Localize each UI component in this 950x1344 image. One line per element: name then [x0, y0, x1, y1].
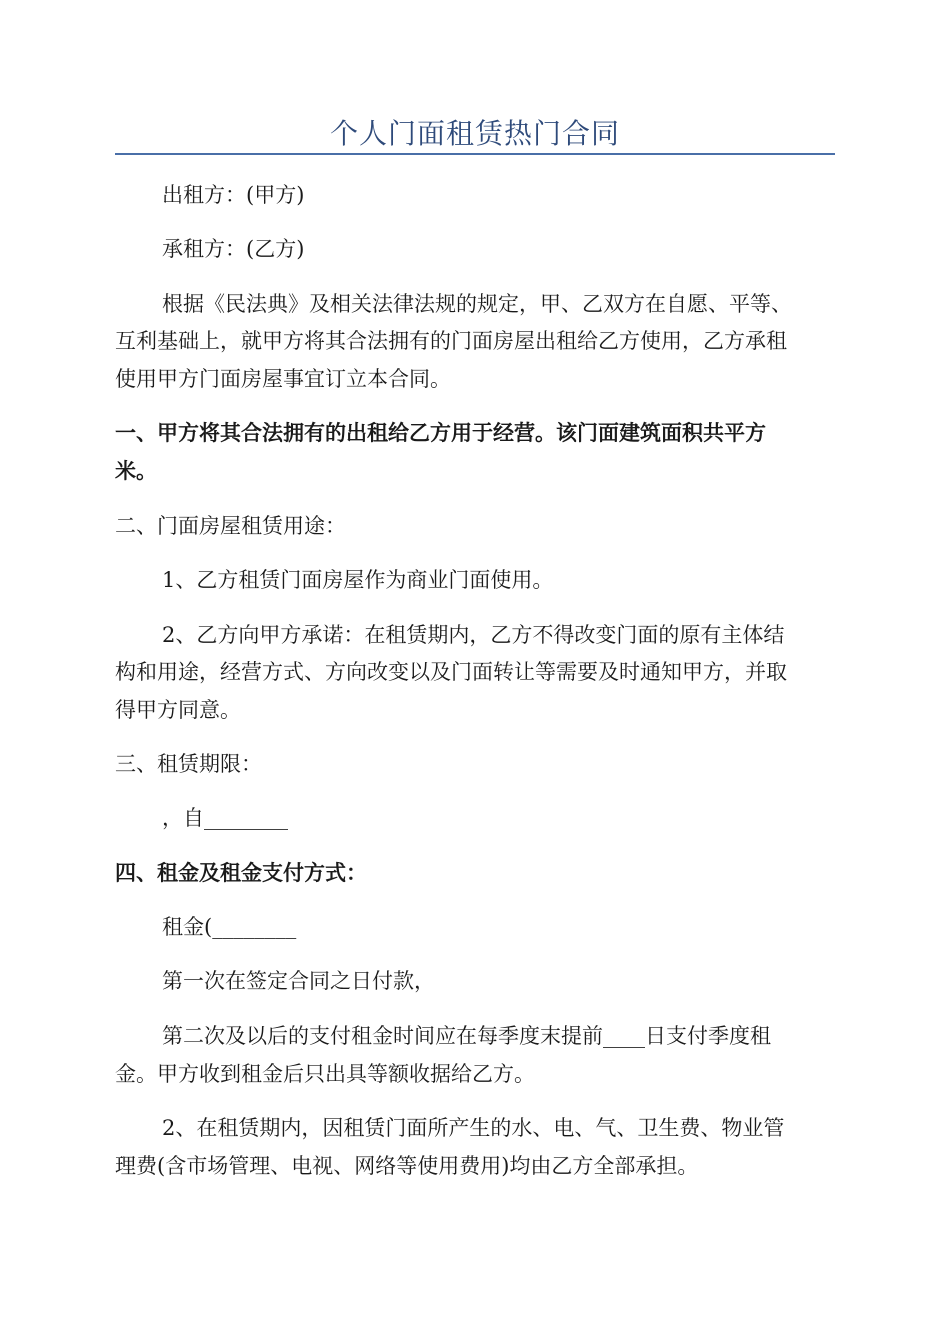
- rent-line: 租金(________: [162, 915, 297, 939]
- preamble-line-3: 使用甲方门面房屋事宜订立本合同。: [115, 367, 451, 391]
- section-2-item-2-line-1: 2、乙方向甲方承诺：在租赁期内，乙方不得改变门面的原有主体结: [162, 623, 785, 647]
- section-4-heading: 四、租金及租金支付方式：: [115, 861, 367, 885]
- section-2-item-1: 1、乙方租赁门面房屋作为商业门面使用。: [162, 568, 554, 592]
- section-2-item-2-line-3: 得甲方同意。: [115, 698, 241, 722]
- section-2-item-2-line-2: 构和用途，经营方式、方向改变以及门面转让等需要及时通知甲方，并取: [115, 660, 787, 684]
- section-2-heading: 二、门面房屋租赁用途：: [115, 514, 346, 538]
- later-payment-line-1: 第二次及以后的支付租金时间应在每季度末提前____日支付季度租: [162, 1024, 771, 1048]
- document-title: 个人门面租赁热门合同: [329, 117, 620, 150]
- section-3-heading: 三、租赁期限：: [115, 752, 262, 776]
- title-underline: [115, 153, 835, 155]
- preamble-line-2: 互利基础上，就甲方将其合法拥有的门面房屋出租给乙方使用，乙方承租: [115, 329, 787, 353]
- section-3-term-line: ，自________: [162, 806, 288, 830]
- section-1-heading-line-2: 米。: [115, 459, 157, 483]
- fees-line-1: 2、在租赁期内，因租赁门面所产生的水、电、气、卫生费、物业管: [162, 1116, 785, 1140]
- section-1-heading-line-1: 一、甲方将其合法拥有的出租给乙方用于经营。该门面建筑面积共平方: [115, 421, 766, 445]
- lessor-line: 出租方：(甲方): [162, 183, 305, 207]
- later-payment-line-2: 金。甲方收到租金后只出具等额收据给乙方。: [115, 1062, 535, 1086]
- lessee-line: 承租方：(乙方): [162, 237, 305, 261]
- first-payment-line: 第一次在签定合同之日付款，: [162, 969, 435, 993]
- fees-line-2: 理费(含市场管理、电视、网络等使用费用)均由乙方全部承担。: [115, 1154, 699, 1178]
- preamble-line-1: 根据《民法典》及相关法律法规的规定，甲、乙双方在自愿、平等、: [162, 292, 792, 316]
